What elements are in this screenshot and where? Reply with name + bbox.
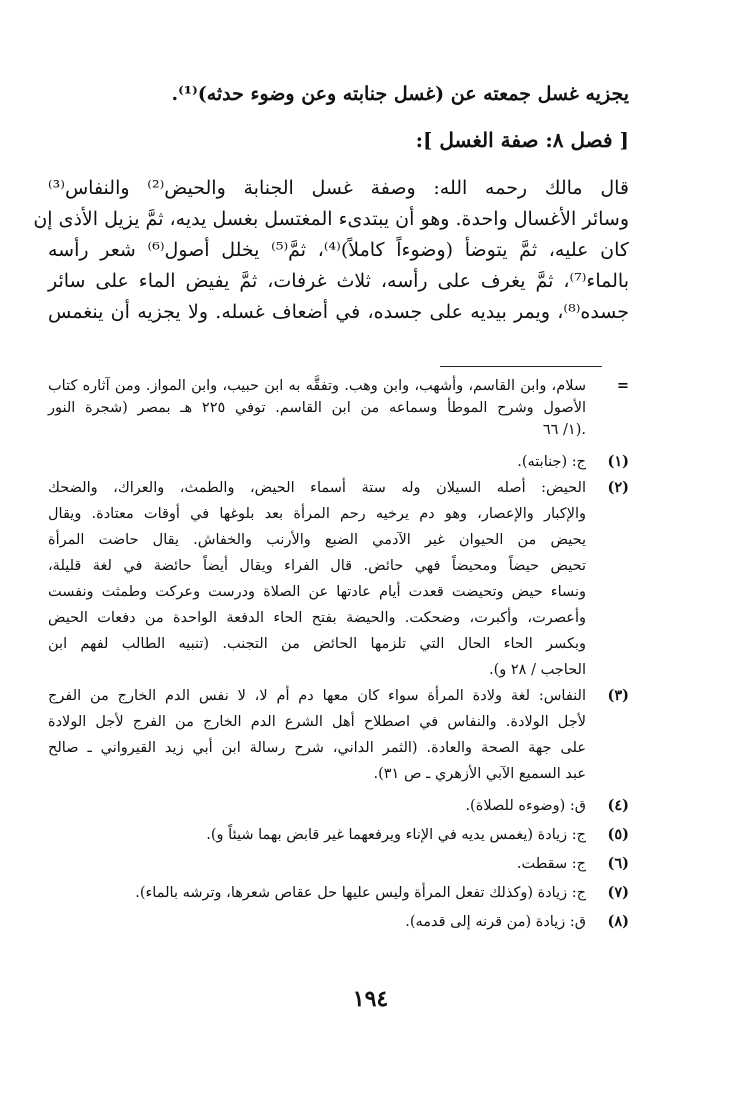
body-line: وسائر الأغسال واحدة. وهو أن يبتدىء المغتسل بغسل يديه، ثمَّ يزيل الأذى إن <box>33 208 629 230</box>
footnote-line: ج: سقطت. <box>516 856 586 872</box>
footnote-number: (٨) <box>607 913 629 930</box>
footnote-number: (٥) <box>607 826 629 843</box>
intro-line: يجزيه غسل جمعته عن (غسل جنابته وعن وضوء حدثه)⁽¹⁾. <box>171 83 629 105</box>
body-line: كان عليه، ثمَّ يتوضأ (وضوءاً كاملاً)⁽⁴⁾، ثمَّ⁽⁵⁾ يخلل أصول⁽⁶⁾ شعر رأسه <box>48 239 629 261</box>
footnote-line: الأصول وشرح الموطأ وسماعه من ابن القاسم. توفي ٢٢٥ هـ بمصر (شجرة النور <box>48 400 586 416</box>
footnote-line: تحيض حيضاً ومحيضاً فهي حائض. قال الفراء ويقال أيضاً حائضة في لغة قليلة، <box>48 558 586 574</box>
footnote-number: (٣) <box>607 687 629 704</box>
footnote-line: ق: (وضوءه للصلاة). <box>465 798 586 814</box>
footnote-line: سلام، وابن القاسم، وأشهب، وابن وهب. وتفقَّه به ابن حبيب، وابن المواز. ومن آثاره كتاب <box>48 378 586 394</box>
footnote-line: والإكبار والإعصار، وهو دم يرخيه رحم المرأة بعد بلوغها في أوقات معتادة. ويقال <box>48 506 586 522</box>
body-line: بالماء⁽⁷⁾، ثمَّ يغرف على رأسه، ثلاث غرفات، ثمَّ يفيض الماء على سائر <box>48 270 629 292</box>
section-heading: [ فصل ٨: صفة الغسل ]: <box>415 128 629 152</box>
footnote-line: ق: زيادة (من قرنه إلى قدمه). <box>405 914 586 930</box>
footnote-line: ج: زيادة (وكذلك تفعل المرأة وليس عليها حل عقاص شعرها، وترشه بالماء). <box>135 885 586 901</box>
footnote-line: لأجل الولادة. والنفاس في اصطلاح أهل الشرع الدم الخارج من الفرج لأجل الولادة <box>48 714 586 730</box>
footnote-number: (٤) <box>607 797 629 814</box>
footnote-line: على جهة الصحة والعادة. (الثمر الداني، شرح رسالة ابن أبي زيد القيرواني ـ صالح <box>48 740 586 756</box>
footnote-number: (٢) <box>607 479 629 496</box>
footnote-line: ج: زيادة (يغمس يديه في الإناء ويرفعهما غير قابض بهما شيئاً و). <box>206 827 586 843</box>
footnote-separator <box>440 366 602 367</box>
footnote-line: الحاجب / ٢٨ و). <box>489 662 586 678</box>
footnote-line: الحيض: أصله السيلان وله ستة أسماء الحيض، والطمث، والعراك، والضحك <box>48 480 586 496</box>
footnote-line: ج: (جنابته). <box>517 454 586 470</box>
page-number: ١٩٤ <box>352 986 389 1012</box>
footnote-number: (٧) <box>607 884 629 901</box>
footnote-number: (١) <box>607 453 629 470</box>
carryover-marker: = <box>616 377 629 394</box>
footnote-line: ونساء حيض وتحيضت قعدت أيام عادتها عن الصلاة ودرست وعركت وطمثت ونفست <box>48 584 586 600</box>
footnote-line: ١/ ٦٦). <box>542 422 586 438</box>
footnote-line: وأعصرت، وأكبرت، وضحكت. والحيضة بفتح الحاء الدفعة الواحدة من دفعات الحيض <box>48 610 586 626</box>
footnote-number: (٦) <box>607 855 629 872</box>
footnote-line: النفاس: لغة ولادة المرأة سواء كان معها دم أم لا، لا نفس الدم الخارج من الفرج <box>48 688 586 704</box>
footnote-line: وبكسر الحاء الحال التي تلزمها الحائض من التجنب. (تنبيه الطالب لفهم ابن <box>48 636 586 652</box>
body-line: جسده⁽⁸⁾، ويمر بيديه على جسده، في أضعاف غسله. ولا يجزيه أن ينغمس <box>48 301 629 323</box>
body-line: قال مالك رحمه الله: وصفة غسل الجنابة والحيض⁽²⁾ والنفاس⁽³⁾ <box>48 177 630 199</box>
footnote-line: يحيض من الحيوان غير الآدمي الضبع والأرنب والخفاش. يقال حاضت المرأة <box>48 532 586 548</box>
footnote-line: عبد السميع الآبي الأزهري ـ ص ٣١). <box>373 766 586 782</box>
